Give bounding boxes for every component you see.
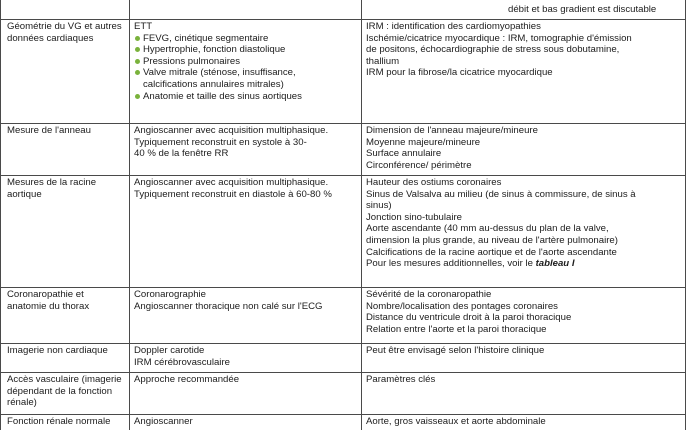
cell-line: Aorte ascendante (40 mm au-dessus du plan de la valve, (366, 223, 609, 235)
parameters-cell (362, 176, 686, 288)
cell-line: Aorte, gros vaisseaux et aorte abdominale (366, 416, 546, 427)
row-label-cell: Mesures de la racine aortique (1, 176, 130, 288)
cell-line: Nombre/localisation des pontages coronaires (366, 300, 558, 312)
modality-cell (130, 124, 362, 176)
parameters-cell (362, 0, 686, 20)
bullet-item: Anatomie et taille des sinus aortiques (134, 91, 357, 103)
bullet-icon (135, 59, 140, 64)
cell-line: Pour les mesures additionnelles, voir le tableau I (366, 258, 575, 270)
cell-line: Sévérité de la coronaropathie (366, 289, 492, 300)
parameters-cell (362, 373, 686, 415)
cell-line: Hauteur des ostiums coronaires (366, 177, 502, 188)
modality-cell (130, 344, 362, 373)
cell-line: IRM pour la fibrose/la cicatrice myocardique (366, 67, 553, 79)
table-row (1, 344, 686, 373)
cell-line: Typiquement reconstruit en systole à 30- (134, 136, 307, 148)
modality-cell (130, 176, 362, 288)
cell-line: 40 % de la fenêtre RR (134, 148, 229, 160)
cell-line: Approche recommandée (134, 374, 240, 385)
cell-line: Moyenne majeure/mineure (366, 136, 481, 148)
bullet-item: FEVG, cinétique segmentaire (134, 33, 357, 45)
modality-cell (130, 373, 362, 415)
parameters-cell (362, 344, 686, 373)
cell-line: Ischémie/cicatrice myocardique : IRM, tomographie d'émission (366, 32, 632, 44)
cell-line: IRM cérébrovasculaire (134, 356, 230, 368)
parameters-cell (362, 415, 686, 430)
cell-line: Dimension de l'anneau majeure/mineure (366, 125, 538, 136)
bullet-icon (135, 47, 140, 52)
cell-line: sinus) (366, 200, 392, 212)
cell-line: IRM : identification des cardiomyopathies (366, 21, 541, 32)
table-row (1, 20, 686, 124)
modality-cell (130, 415, 362, 430)
parameters-cell (362, 20, 686, 124)
cell-line: Peut être envisagé selon l'histoire clinique (366, 345, 545, 356)
bullet-item: Valve mitrale (sténose, insuffisance, (134, 67, 357, 79)
cell-line: Calcifications de la racine aortique et de l'aorte ascendante (366, 246, 617, 258)
row-label-cell: Géométrie du VG et autres données cardiaques (1, 20, 130, 124)
cell-line: Sinus de Valsalva au milieu (de sinus à commissure, de sinus à (366, 188, 636, 200)
bullet-icon (135, 94, 140, 99)
table-reference: tableau I (535, 258, 575, 270)
cell-line: Jonction sino-tubulaire (366, 211, 462, 223)
modality-cell (130, 288, 362, 344)
row-label-cell (1, 0, 130, 20)
bullet-continuation: calcifications annulaires mitrales) (143, 78, 284, 90)
parameters-cell (362, 124, 686, 176)
table-row (1, 288, 686, 344)
row-label-cell: Mesure de l'anneau (1, 124, 130, 176)
modality-cell (130, 0, 362, 20)
cell-line: Angioscanner (134, 416, 193, 427)
row-label-cell: Accès vasculaire (imagerie dépendant de la fonction rénale) (1, 373, 130, 415)
cell-line: Angioscanner avec acquisition multiphasique. (134, 177, 329, 188)
cell-line: de positons, échocardiographie de stress sous dobutamine, (366, 44, 620, 56)
table-row (1, 373, 686, 415)
bullet-item: Pressions pulmonaires (134, 56, 357, 68)
row-label-cell: Fonction rénale normale (1, 415, 130, 430)
cell-line: Relation entre l'aorte et la paroi thoracique (366, 323, 547, 335)
cell-line: Doppler carotide (134, 345, 205, 356)
bullet-item: Hypertrophie, fonction diastolique (134, 44, 357, 56)
cell-line: dimension la plus grande, au niveau de l'artère pulmonaire) (366, 234, 618, 246)
cell-line: Distance du ventricule droit à la paroi thoracique (366, 312, 572, 324)
cell-line: thallium (366, 55, 400, 67)
table-row (1, 124, 686, 176)
cell-line: Coronarographie (134, 289, 206, 300)
cell-line: Surface annulaire (366, 148, 442, 160)
cell-line: Angioscanner thoracique non calé sur l'ECG (134, 300, 323, 312)
table-row (1, 415, 686, 430)
modality-cell (130, 20, 362, 124)
cell-line: Circonférence/ périmètre (366, 159, 472, 171)
parameters-cell (362, 288, 686, 344)
cell-line: Paramètres clés (366, 374, 436, 385)
cell-line: Typiquement reconstruit en diastole à 60-80 % (134, 188, 332, 200)
bullet-icon (135, 70, 140, 75)
row-label-cell: Imagerie non cardiaque (1, 344, 130, 373)
bullet-icon (135, 36, 140, 41)
cell-text: débit et bas gradient est discutable (508, 4, 657, 15)
cell-title: ETT (134, 21, 153, 32)
table-row (1, 176, 686, 288)
cell-line: Angioscanner avec acquisition multiphasique. (134, 125, 329, 136)
row-label-cell: Coronaropathie et anatomie du thorax (1, 288, 130, 344)
table-row (1, 0, 686, 20)
